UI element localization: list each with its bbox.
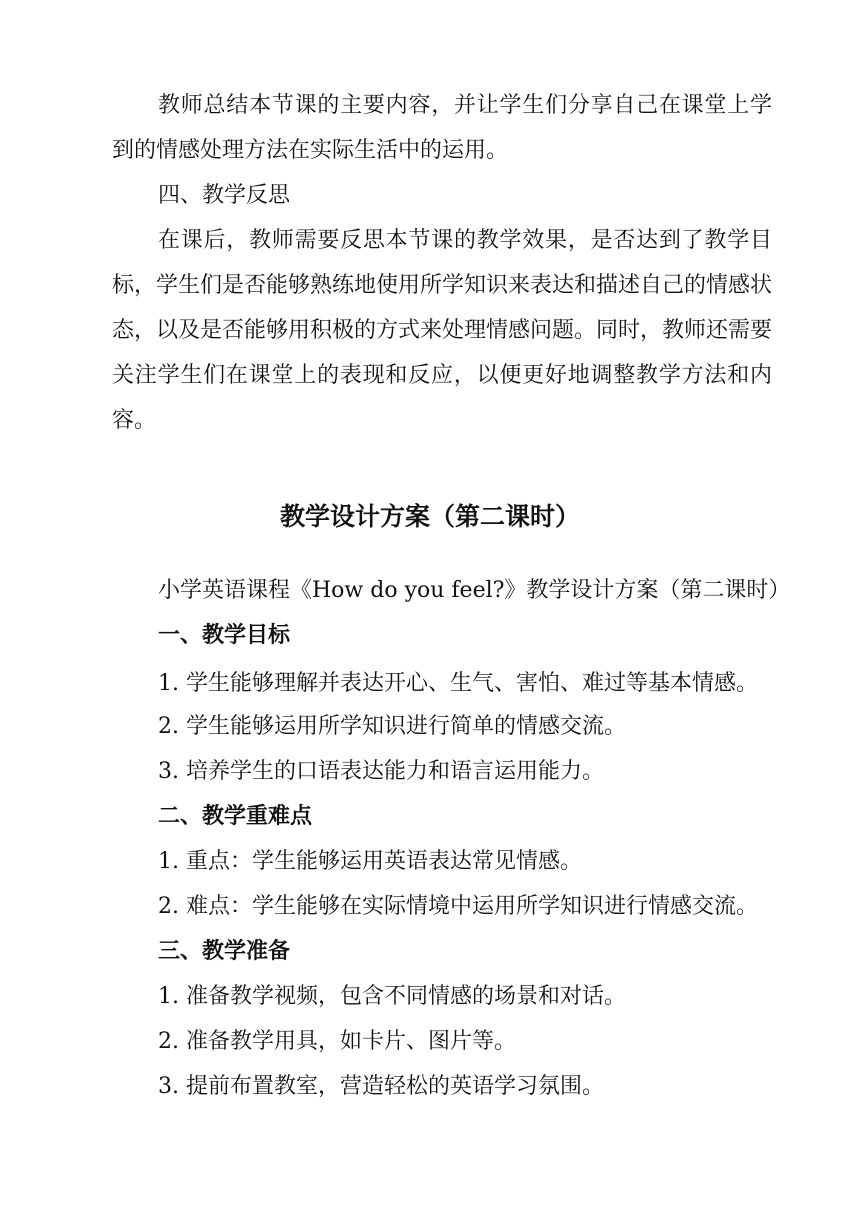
prep-heading: 三、教学准备 [158,939,291,964]
prep-item: 1. 准备教学视频，包含不同情感的场景和对话。 [158,984,626,1009]
goal-item: 2. 学生能够运用所学知识进行简单的情感交流。 [158,714,626,739]
prep-item: 2. 准备教学用具，如卡片、图片等。 [158,1029,516,1054]
keypoints-heading: 二、教学重难点 [158,804,313,829]
keypoint-item: 1. 重点：学生能够运用英语表达常见情感。 [158,849,582,874]
lesson-title: 教学设计方案（第二课时） [279,502,580,531]
keypoint-item: 2. 难点：学生能够在实际情境中运用所学知识进行情感交流。 [158,894,758,919]
goal-item: 1. 学生能够理解并表达开心、生气、害怕、难过等基本情感。 [158,671,758,696]
intro-line: 小学英语课程《How do you feel?》教学设计方案（第二课时） [158,578,791,603]
goals-heading: 一、教学目标 [158,623,291,648]
goal-item: 3. 培养学生的口语表达能力和语言运用能力。 [158,759,604,784]
summary-paragraph: 教师总结本节课的主要内容，并让学生们分享自己在课堂上学到的情感处理方法在实际生活中的运用。 [112,93,772,163]
reflection-heading: 四、教学反思 [158,183,291,208]
reflection-paragraph: 在课后，教师需要反思本节课的教学效果，是否达到了教学目标，学生们是否能够熟练地使用所学知识来表达和描述自己的情感状态，以及是否能够用积极的方式来处理情感问题。同时，教师还需要关注学生们在课堂上的表现和反应，以便更好地调整教学方法和内容。 [112,228,773,433]
prep-item: 3. 提前布置教室，营造轻松的英语学习氛围。 [158,1074,604,1099]
